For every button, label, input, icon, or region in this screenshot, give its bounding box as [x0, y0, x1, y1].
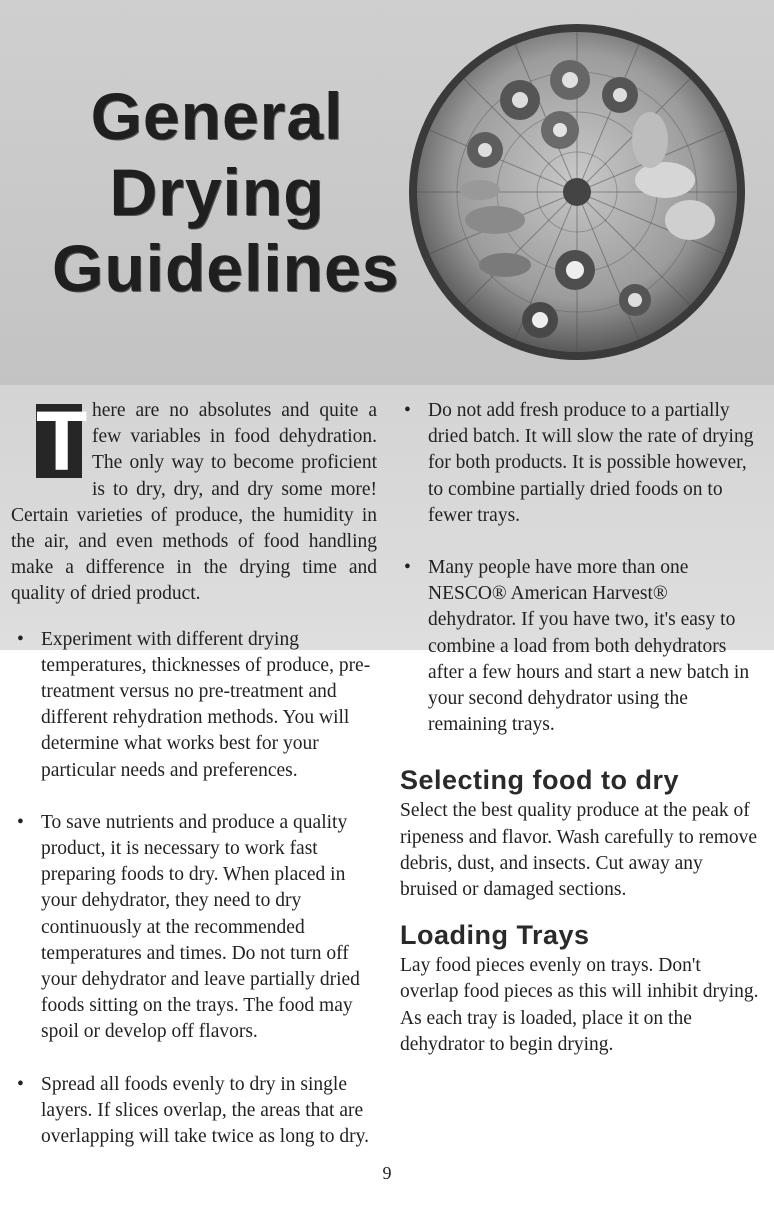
bullet-text: Spread all foods evenly to dry in single layers. If slices overlap, the areas that are overlapping will take twice as long to dry. [41, 1073, 369, 1148]
bullet-item [398, 555, 760, 738]
bullet-text: To save nutrients and produce a quality product, it is necessary to work fast preparing foods to dry. When placed in your dehydrator, they need to dry continuously at the recommended temperatures and times. Do not turn off your dehydrator and leave partially dried foods sitting on the trays. The food may spoil or develop off flavors. [41, 811, 360, 1043]
intro-text: here are no absolutes and quite a few variables in food dehydration. The only way to become proficient is to dry, dry, and dry some more! Certain varieties of produce, the humidity in the air, and even methods of food handling make a difference in the drying time and quality of dried product. [11, 400, 377, 605]
bullet-item [11, 1072, 377, 1151]
dehydrator-tray-photo [405, 20, 750, 365]
bullet-text: Do not add fresh produce to a partially dried batch. It will slow the rate of drying for both products. It is possible however, to combine partially dried foods on to fewer trays. [428, 400, 754, 526]
left-column [11, 394, 377, 1176]
drop-cap: T [36, 394, 88, 488]
title-line-2: Drying [109, 155, 325, 229]
section-text-selecting: Select the best quality produce at the peak of ripeness and flavor. Wash carefully to remove debris, dust, and insects. Cut away any bruised or damaged sections. [400, 800, 758, 901]
section-heading-loading: Loading Trays [400, 920, 590, 951]
section-heading-selecting: Selecting food to dry [400, 765, 680, 796]
bullet-dot: • [404, 557, 411, 579]
bullet-dot: • [404, 400, 411, 421]
bullet-text: Experiment with different drying temperatures, thicknesses of produce, pre-treatment versus no pre-treatment and different rehydration methods. You will determine what works best for your particular needs and preferences. [41, 628, 371, 781]
title-line-1: General [90, 79, 344, 153]
page-title [52, 78, 400, 306]
intro-paragraph [11, 394, 377, 608]
right-column [398, 398, 760, 1074]
page-number: 9 [382, 1163, 392, 1183]
bullet-item [11, 810, 377, 1046]
section-text-loading: Lay food pieces evenly on trays. Don't overlap food pieces as this will inhibit drying. As each tray is loaded, place it on the dehydrator to begin drying. [400, 955, 759, 1055]
title-line-3: Guidelines [52, 231, 400, 305]
bullet-dot: • [17, 811, 24, 833]
bullet-dot: • [17, 628, 24, 650]
bullet-dot: • [17, 1073, 24, 1095]
bullet-text: Many people have more than one NESCO® American Harvest® dehydrator. If you have two, it's easy to combine a load from both dehydrators after a few hours and start a new batch in your second dehydrator using the remaining trays. [428, 557, 750, 736]
header-banner [0, 0, 774, 385]
bullet-item [398, 398, 760, 529]
bullet-item [11, 627, 377, 784]
